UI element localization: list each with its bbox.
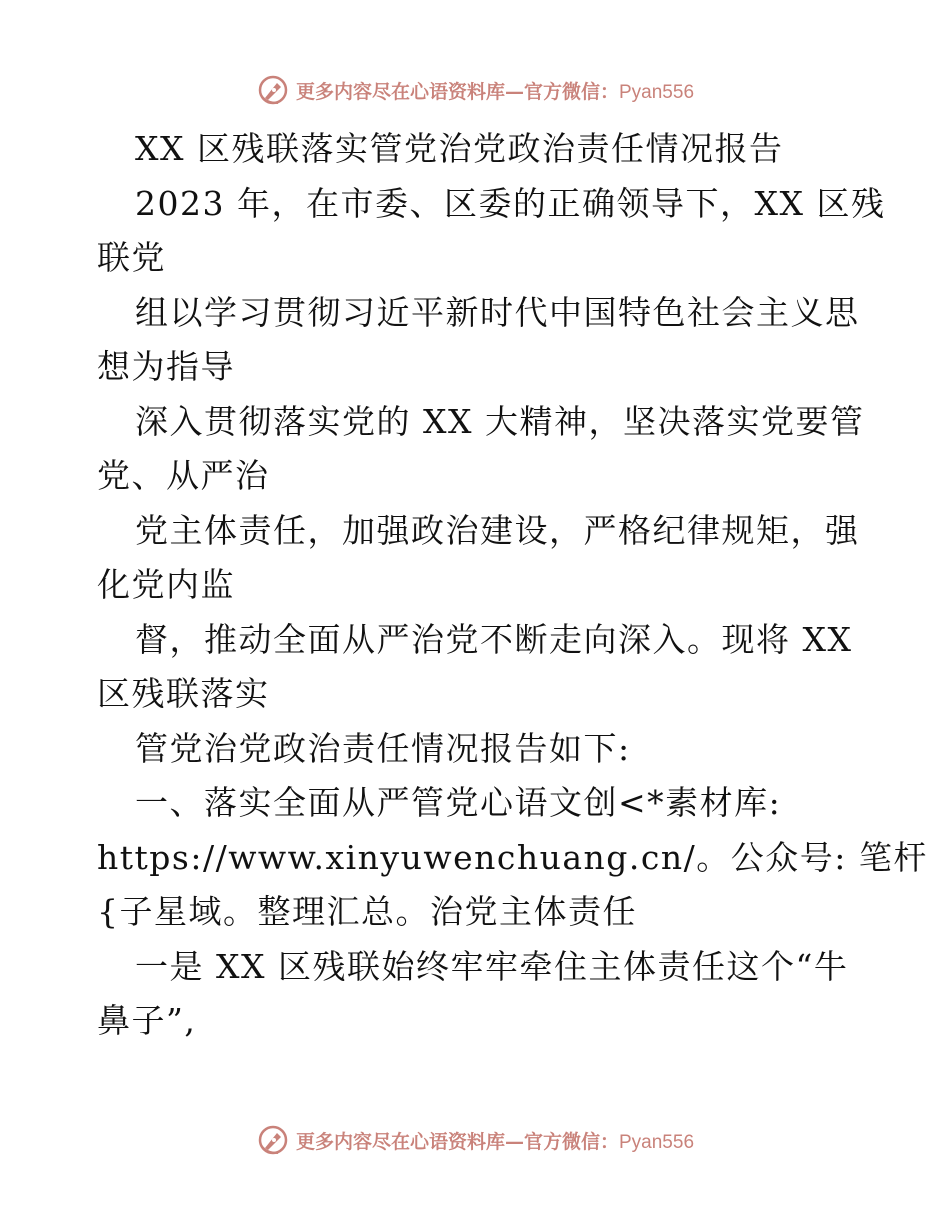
watermark-dash: —	[504, 1130, 524, 1153]
pen-nib-logo-icon	[256, 1123, 290, 1157]
document-line: 化党内监	[97, 565, 235, 604]
footer-watermark	[0, 1120, 950, 1160]
document-line: 一、落实全面从严管党心语文创<*素材库:	[135, 783, 782, 822]
watermark-official-label: 官方微信：	[523, 1130, 619, 1153]
document-line: 深入贯彻落实党的 XX 大精神，坚决落实党要管	[135, 401, 865, 441]
document-line: https://www.xinyuwenchuang.cn/。公众号: 笔杆	[97, 837, 928, 877]
document-line: 督，推动全面从严治党不断走向深入。现将 XX	[135, 619, 853, 659]
document-line: 区残联落实	[97, 674, 270, 713]
watermark-main-text: 更多内容尽在心语资料库	[295, 1130, 505, 1153]
watermark-text	[296, 77, 694, 104]
document-body	[97, 122, 928, 1049]
pen-nib-logo-icon	[256, 73, 290, 107]
document-line: 想为指导	[97, 347, 235, 386]
document-line: 组以学习贯彻习近平新时代中国特色社会主义思	[135, 292, 860, 332]
document-line: 2023 年，在市委、区委的正确领导下，XX 区残	[135, 183, 886, 223]
document-line: 鼻子”,	[97, 1001, 197, 1040]
document-line: 党、从严治	[97, 456, 270, 495]
document-line: XX 区残联落实管党治党政治责任情况报告	[135, 129, 784, 168]
document-line: 一是 XX 区残联始终牢牢牵住主体责任这个“牛	[135, 946, 849, 986]
document-line: {子星域。整理汇总。治党主体责任	[97, 892, 637, 931]
watermark-official-label: 官方微信：	[523, 80, 619, 103]
watermark-main-text: 更多内容尽在心语资料库	[295, 80, 505, 103]
document-line: 管党治党政治责任情况报告如下:	[135, 728, 631, 768]
document-line: 联党	[97, 238, 166, 277]
watermark-wechat-id: Pyan556	[619, 81, 695, 103]
watermark-text	[296, 1127, 694, 1154]
watermark-wechat-id: Pyan556	[619, 1131, 695, 1153]
header-watermark	[0, 70, 950, 110]
watermark-dash: —	[504, 80, 524, 103]
document-line: 党主体责任，加强政治建设，严格纪律规矩，强	[135, 510, 860, 550]
